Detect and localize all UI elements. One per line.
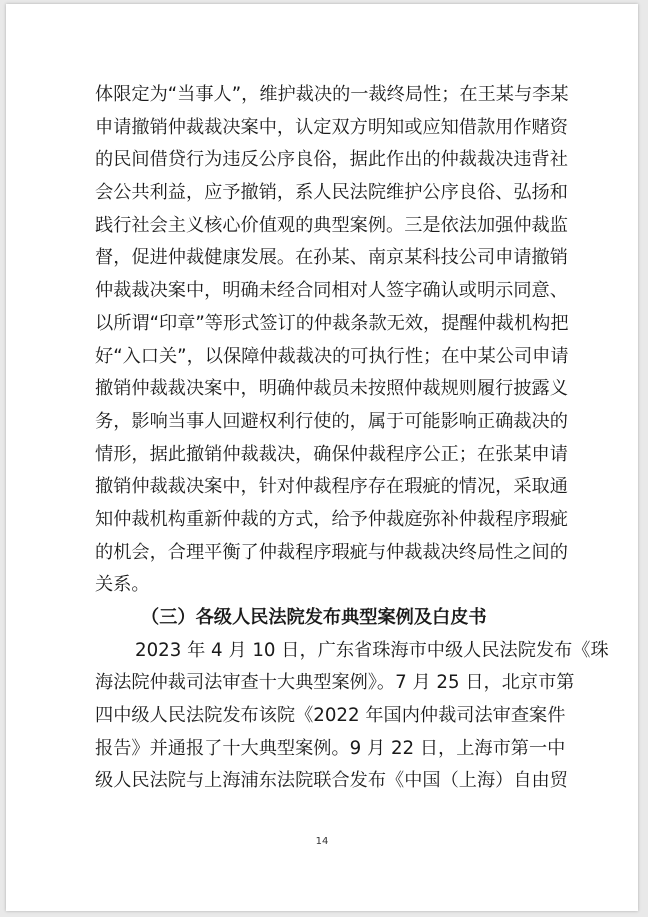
text-line: 践行社会主义核心价值观的典型案例。三是依法加强仲裁监 — [95, 214, 568, 236]
text-line: 情形，据此撤销仲裁裁决，确保仲裁程序公正；在张某申请 — [95, 443, 568, 465]
text-line: 申请撤销仲裁裁决案中，认定双方明知或应知借款用作赌资 — [95, 116, 568, 138]
text-line: 的机会，合理平衡了仲裁程序瑕疵与仲裁裁决终局性之间的 — [95, 541, 568, 563]
text-line: 级人民法院与上海浦东法院联合发布《中国（上海）自由贸 — [95, 770, 568, 792]
text-line: 督，促进仲裁健康发展。在孙某、南京某科技公司申请撤销 — [95, 247, 568, 269]
text-line: 体限定为“当事人”，维护裁决的一裁终局性；在王某与李某 — [95, 84, 569, 105]
text-line: 仲裁裁决案中，明确未经合同相对人签字确认或明示同意、 — [95, 280, 568, 302]
page-number: 14 — [315, 836, 329, 847]
text-line: 的民间借贷行为违反公序良俗，据此作出的仲裁裁决违背社 — [95, 149, 568, 171]
text-line: 会公共利益，应予撤销，系人民法院维护公序良俗、弘扬和 — [95, 182, 568, 204]
text-line: 报告》并通报了十大典型案例。9 月 22 日，上海市第一中 — [95, 737, 566, 759]
text-line: 海法院仲裁司法审查十大典型案例》。7 月 25 日，北京市第 — [95, 672, 575, 694]
text-line: 务，影响当事人回避权利行使的，属于可能影响正确裁决的 — [95, 410, 568, 432]
text-line: 撤销仲裁裁决案中，明确仲裁员未按照仲裁规则履行披露义 — [95, 378, 568, 400]
document-body — [95, 79, 609, 798]
text-line: 2023 年 4 月 10 日，广东省珠海市中级人民法院发布《珠 — [135, 639, 609, 661]
text-line: 关系。 — [95, 574, 150, 596]
text-line: 知仲裁机构重新仲裁的方式，给予仲裁庭弥补仲裁程序瑕疵 — [95, 508, 568, 530]
text-line: 四中级人民法院发布该院《2022 年国内仲裁司法审查案件 — [95, 705, 566, 727]
text-line: 撤销仲裁裁决案中，针对仲裁程序存在瑕疵的情况，采取通 — [95, 476, 568, 498]
section-heading: （三）各级人民法院发布典型案例及白皮书 — [141, 607, 487, 628]
text-line: 好“入口关”，以保障仲裁裁决的可执行性；在中某公司申请 — [95, 345, 569, 367]
text-line: 以所谓“印章”等形式签订的仲裁条款无效，提醒仲裁机构把 — [95, 312, 569, 334]
document-page — [6, 4, 638, 911]
